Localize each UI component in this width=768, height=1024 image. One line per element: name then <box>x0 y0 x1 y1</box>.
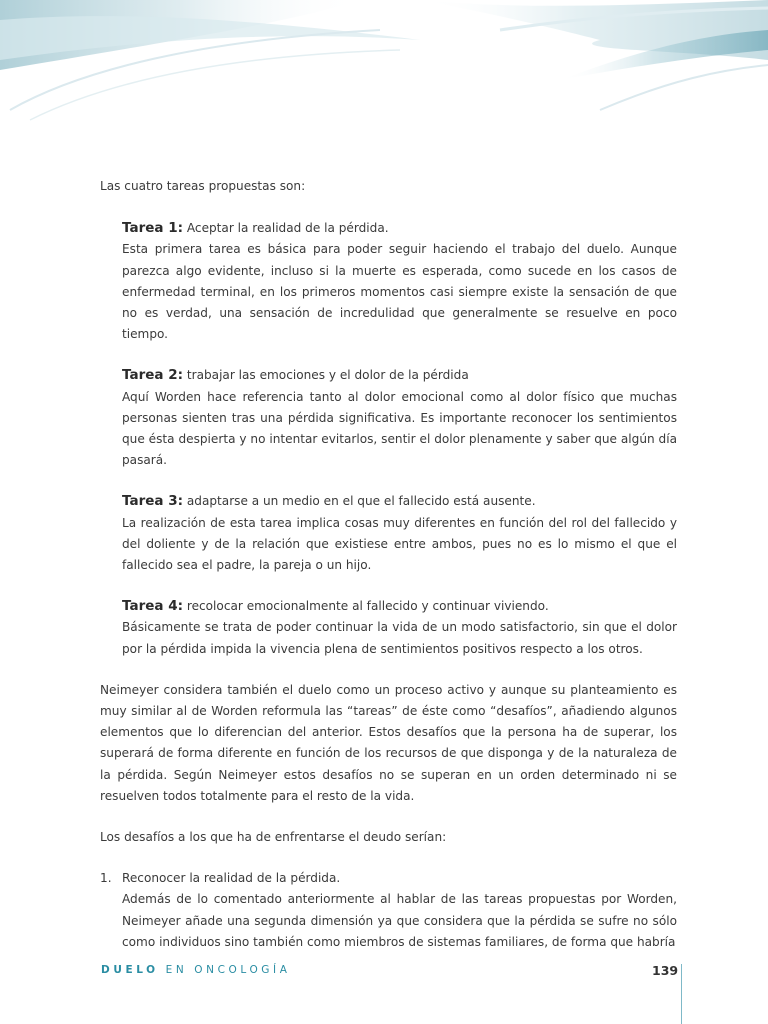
intro-text: Las cuatro tareas propuestas son: <box>100 179 306 193</box>
task-subtitle: Aceptar la realidad de la pérdida. <box>186 221 389 236</box>
page-body <box>100 176 677 953</box>
task-4 <box>100 596 677 660</box>
footer-brand-strong: DUELO <box>101 964 159 976</box>
header-decorative-swoosh <box>0 0 768 130</box>
task-1 <box>100 218 677 345</box>
task-body: Esta primera tarea es básica para poder seguir haciendo el trabajo del duelo. Aunque parezca algo evidente, incluso si la muerte es esperada, como sucede en los casos de enfermedad terminal, en los primeros momentos casi siempre existe la sensación de que no es verdad, una sensación de incredulidad que generalmente se resuelve en poco tiempo. <box>122 242 677 342</box>
challenges-intro: Los desafíos a los que ha de enfrentarse el deudo serían: <box>100 830 447 845</box>
list-number: 1. <box>100 871 112 886</box>
task-subtitle: adaptarse a un medio en el que el fallecido está ausente. <box>186 494 536 509</box>
challenge-body: Además de lo comentado anteriormente al hablar de las tareas propuestas por Worden, Neimeyer añade una segunda dimensión ya que considera que la pérdida se sufre no sólo como individuos sino también como miembros de sistemas familiares, de forma que habría <box>122 892 677 949</box>
task-title: Tarea 4: <box>122 598 183 615</box>
footer-brand <box>101 964 291 976</box>
task-subtitle: trabajar las emociones y el dolor de la pérdida <box>186 368 469 383</box>
challenge-title: Reconocer la realidad de la pérdida. <box>122 871 341 886</box>
task-3 <box>100 491 677 576</box>
task-2 <box>100 365 677 471</box>
challenge-1 <box>100 868 677 953</box>
task-body: Básicamente se trata de poder continuar la vida de un modo satisfactorio, sin que el dolor por la pérdida impida la vivencia plena de sentimientos positivos respecto a los otros. <box>122 620 677 656</box>
task-title: Tarea 3: <box>122 493 183 510</box>
task-title: Tarea 1: <box>122 220 183 237</box>
page-number: 139 <box>652 963 679 978</box>
page-divider-line <box>681 964 682 1024</box>
task-body: Aquí Worden hace referencia tanto al dolor emocional como al dolor físico que muchas personas sienten tras una pérdida significativa. Es importante reconocer los sentimientos que ésta despierta y no intentar evitarlos, sentir el dolor plenamente y saber que algún día pasará. <box>122 389 677 468</box>
neimeyer-paragraph: Neimeyer considera también el duelo como un proceso activo y aunque su planteamiento es muy similar al de Worden reformula las “tareas” de éste como “desafíos”, añadiendo algunos elementos que lo diferencian del anterior. Estos desafíos que la persona ha de superar, los superará de forma diferente en función de los recursos de que disponga y de la naturaleza de la pérdida. Según Neimeyer estos desafíos no se superan en un orden determinado ni se resuelven todos totalmente para el resto de la vida. <box>100 682 677 803</box>
footer-brand-rest: EN ONCOLOGÍA <box>165 964 291 976</box>
task-title: Tarea 2: <box>122 367 183 384</box>
task-subtitle: recolocar emocionalmente al fallecido y continuar viviendo. <box>186 599 549 614</box>
task-body: La realización de esta tarea implica cosas muy diferentes en función del rol del fallecido y del doliente y de la relación que existiese entre ambos, pues no es lo mismo el que el fallecido sea el padre, la pareja o un hijo. <box>122 515 677 573</box>
